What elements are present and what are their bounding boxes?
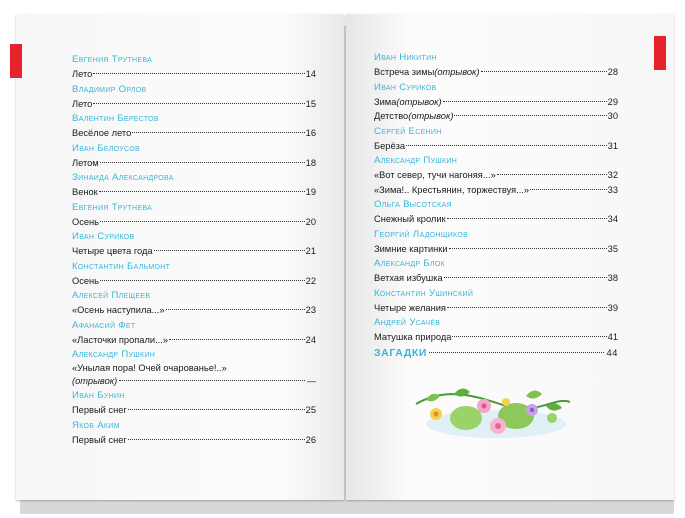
author-name: Яков Аким xyxy=(72,419,120,431)
toc-entry xyxy=(72,419,316,448)
author-name: Сергей Есенин xyxy=(374,125,442,137)
toc-entry xyxy=(374,257,618,286)
dot-leader xyxy=(452,336,606,337)
toc-entry xyxy=(374,51,618,80)
poem-row[interactable] xyxy=(374,183,618,198)
toc-entry xyxy=(374,198,618,227)
poem-note: (отрывок) xyxy=(434,67,480,77)
author-name: Иван Белоусов xyxy=(72,142,140,154)
author-name: Константин Ушинский xyxy=(374,287,474,299)
right-table-of-contents xyxy=(374,50,618,361)
page-number: 35 xyxy=(607,243,618,254)
page-number: 31 xyxy=(607,140,618,151)
poem-note: (отрывок) xyxy=(72,376,118,386)
poem-row[interactable] xyxy=(72,126,316,141)
poem-title: Четыре цвета года xyxy=(72,246,153,256)
poem-row[interactable] xyxy=(374,301,618,316)
poem-title: Весёлое лето xyxy=(72,128,132,138)
toc-entry xyxy=(374,287,618,316)
dot-leader xyxy=(449,248,607,249)
toc-entry xyxy=(72,348,316,388)
page-number: — xyxy=(306,376,316,386)
poem-row[interactable] xyxy=(72,97,316,112)
author-name: Александр Блок xyxy=(374,258,445,269)
poem-title: Зимние картинки xyxy=(374,243,448,254)
poem-row[interactable] xyxy=(72,403,316,418)
dot-leader xyxy=(93,73,304,74)
poem-row[interactable] xyxy=(72,333,316,348)
dot-leader xyxy=(429,352,604,353)
poem-title: Детство xyxy=(374,111,409,121)
section-page-number: 44 xyxy=(606,347,618,358)
poem-title: Четыре желания xyxy=(374,302,446,313)
page-number: 23 xyxy=(305,305,316,315)
page-number: 25 xyxy=(305,405,316,415)
dot-leader xyxy=(447,307,607,308)
poem-title: Лето xyxy=(72,69,93,79)
poem-row[interactable] xyxy=(72,67,316,82)
author-name: Афанасий Фет xyxy=(72,319,136,331)
page-number: 30 xyxy=(607,111,618,121)
dot-leader xyxy=(119,380,304,381)
dot-leader xyxy=(169,339,305,340)
page-number: 19 xyxy=(305,187,316,197)
poem-note: (отрывок) xyxy=(408,111,454,121)
poem-title: Лето xyxy=(72,98,93,109)
page-number: 28 xyxy=(607,67,618,77)
poem-title: Венок xyxy=(72,187,98,197)
poem-title: Летом xyxy=(72,157,99,168)
author-name: Алексей Плещеев xyxy=(72,290,151,301)
author-name: Иван Никитин xyxy=(374,52,437,63)
poem-row[interactable] xyxy=(374,271,618,286)
page-number: 29 xyxy=(607,96,618,107)
toc-entry xyxy=(72,289,316,318)
dot-leader xyxy=(481,71,607,72)
poem-row[interactable] xyxy=(72,303,316,318)
author-name: Валентин Берестов xyxy=(72,113,159,124)
page-number: 24 xyxy=(305,334,316,345)
right-bookmark-tab xyxy=(654,36,666,70)
poem-title: Берёза xyxy=(374,140,406,151)
page-number: 26 xyxy=(305,434,316,445)
dot-leader xyxy=(100,221,305,222)
page-number: 14 xyxy=(305,69,316,79)
author-name: Георгий Ладонщиков xyxy=(374,228,469,240)
dot-leader xyxy=(128,409,305,410)
dot-leader xyxy=(100,162,305,163)
page-number: 22 xyxy=(305,275,316,286)
author-name: Евгения Трутнева xyxy=(72,54,153,65)
author-name: Иван Бунин xyxy=(72,390,125,401)
toc-entry xyxy=(72,53,316,82)
dot-leader xyxy=(530,189,607,190)
page-number: 21 xyxy=(305,246,316,256)
poem-title: Осень xyxy=(72,216,100,227)
toc-entry xyxy=(374,316,618,345)
poem-note: (отрывок) xyxy=(396,96,442,107)
author-name: Александр Пушкин xyxy=(72,349,156,360)
dot-leader xyxy=(406,145,607,146)
author-name: Иван Суриков xyxy=(374,81,437,93)
dot-leader xyxy=(128,439,305,440)
poem-row[interactable] xyxy=(72,362,316,388)
page-number: 15 xyxy=(305,98,316,109)
poem-row[interactable] xyxy=(72,274,316,289)
page-number: 16 xyxy=(305,128,316,138)
poem-row[interactable] xyxy=(72,215,316,230)
page-number: 32 xyxy=(607,170,618,180)
poem-title: «Ласточки пропали...» xyxy=(72,334,169,345)
page-number: 34 xyxy=(607,214,618,224)
dot-leader xyxy=(93,103,304,104)
toc-entry xyxy=(72,112,316,141)
dot-leader xyxy=(100,280,305,281)
dot-leader xyxy=(154,250,305,251)
page-number: 38 xyxy=(607,273,618,283)
toc-entry xyxy=(374,125,618,154)
poem-row[interactable] xyxy=(72,156,316,171)
floral-decoration-image xyxy=(406,376,574,448)
author-name: Владимир Орлов xyxy=(72,83,147,95)
poem-row[interactable] xyxy=(72,433,316,448)
page-number: 20 xyxy=(305,216,316,227)
toc-entry xyxy=(374,154,618,197)
page-number: 18 xyxy=(305,157,316,168)
author-name: Александр Пушкин xyxy=(374,155,458,166)
page-number: 41 xyxy=(607,332,618,342)
toc-entry xyxy=(72,171,316,200)
right-toc-entries xyxy=(374,51,618,345)
toc-entry xyxy=(72,201,316,230)
toc-entry xyxy=(374,228,618,257)
dot-leader xyxy=(497,174,607,175)
toc-entry xyxy=(72,83,316,112)
poem-title: Зима xyxy=(374,96,397,107)
author-name: Ольга Высотская xyxy=(374,199,452,210)
poem-row[interactable] xyxy=(374,168,618,183)
page-number: 39 xyxy=(607,302,618,313)
author-name: Константин Бальмонт xyxy=(72,260,171,272)
page-number: 33 xyxy=(607,184,618,195)
left-bookmark-tab xyxy=(10,44,22,78)
poem-row[interactable] xyxy=(374,65,618,80)
author-name: Евгения Трутнева xyxy=(72,201,153,213)
author-name: Андрей Усачёв xyxy=(374,317,441,328)
poem-row[interactable] xyxy=(374,95,618,110)
toc-entry xyxy=(72,230,316,259)
poem-row[interactable] xyxy=(72,244,316,259)
section-title: ЗАГАДКИ xyxy=(374,346,428,359)
toc-entry xyxy=(72,389,316,418)
poem-row[interactable] xyxy=(374,330,618,345)
poem-title: Матушка природа xyxy=(374,332,452,342)
poem-title: «Осень наступила...» xyxy=(72,305,165,315)
poem-title: «Вот север, тучи нагоняя...» xyxy=(374,170,496,180)
poem-title: Осень xyxy=(72,275,100,286)
poem-title: Снежный кролик xyxy=(374,214,446,224)
dot-leader xyxy=(444,277,607,278)
poem-title: «Зима!.. Крестьянин, торжествуя...» xyxy=(374,184,530,195)
poem-row[interactable] xyxy=(374,212,618,227)
author-name: Иван Суриков xyxy=(72,231,135,242)
riddles-section-row[interactable] xyxy=(374,345,618,361)
left-table-of-contents xyxy=(72,52,316,447)
dot-leader xyxy=(99,191,305,192)
poem-row[interactable] xyxy=(374,109,618,124)
dot-leader xyxy=(443,101,607,102)
poem-title: Ветхая избушка xyxy=(374,273,443,283)
poem-title: Первый снег xyxy=(72,405,127,415)
poem-row[interactable] xyxy=(374,242,618,257)
author-name: Зинаида Александрова xyxy=(72,172,174,183)
toc-entry xyxy=(374,81,618,124)
poem-title: Встреча зимы xyxy=(374,67,435,77)
toc-entry xyxy=(72,260,316,289)
dot-leader xyxy=(454,115,606,116)
poem-row[interactable] xyxy=(374,139,618,154)
dot-leader xyxy=(132,132,304,133)
dot-leader xyxy=(447,218,607,219)
poem-title: «Унылая пора! Очей очарованье!..» xyxy=(72,363,227,373)
toc-entry xyxy=(72,319,316,348)
poem-row[interactable] xyxy=(72,185,316,200)
toc-entry xyxy=(72,142,316,171)
poem-title: Первый снег xyxy=(72,434,127,445)
dot-leader xyxy=(166,309,305,310)
